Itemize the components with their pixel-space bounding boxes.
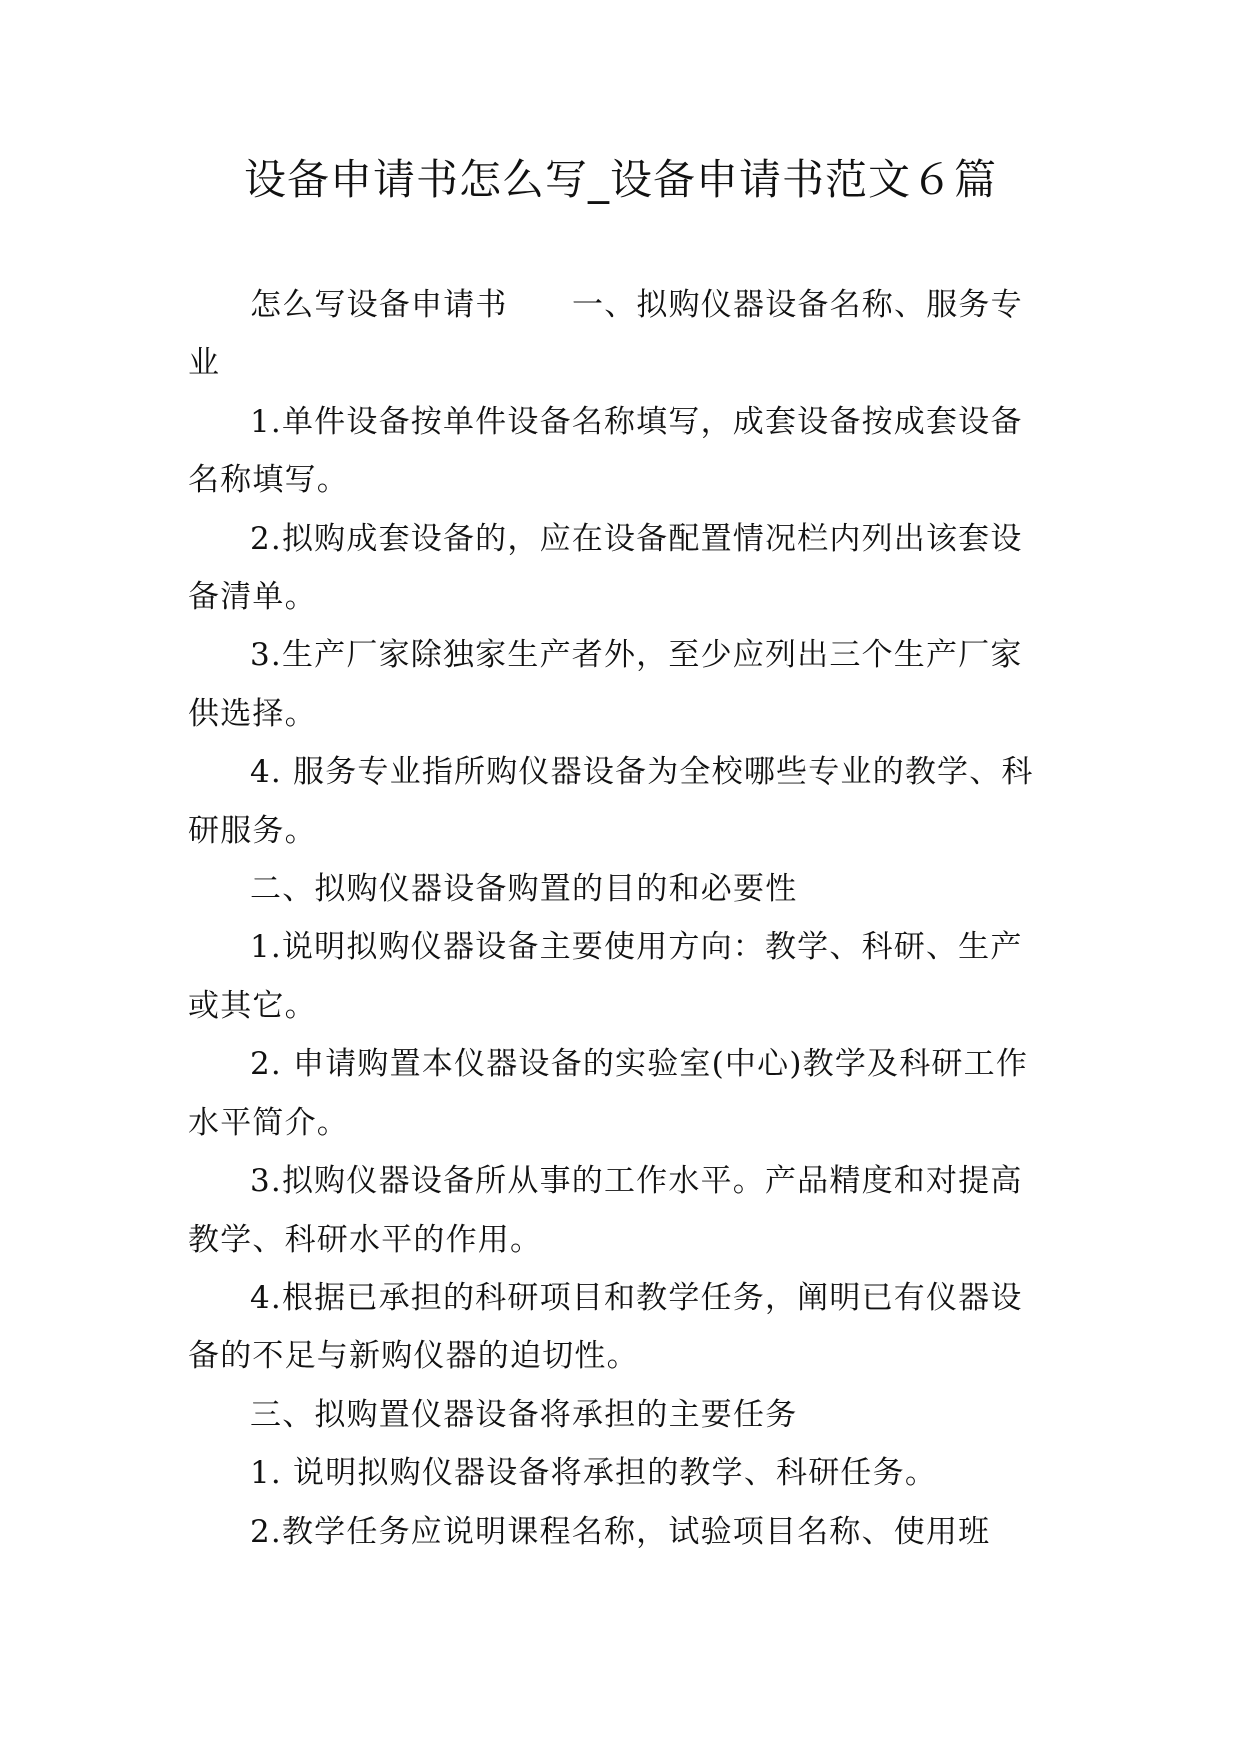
paragraph-item-2-1: 1.说明拟购仪器设备主要使用方向：教学、科研、生产或其它。 xyxy=(188,929,1023,1024)
document-body xyxy=(188,276,1054,1561)
paragraph-item-1-2: 2.拟购成套设备的，应在设备配置情况栏内列出该套设备清单。 xyxy=(188,520,1023,616)
section-heading-3: 三、拟购置仪器设备将承担的主要任务 xyxy=(250,1396,798,1433)
section-heading-2: 二、拟购仪器设备购置的目的和必要性 xyxy=(250,871,798,908)
paragraph-item-1-3: 3.生产厂家除独家生产者外，至少应列出三个生产厂家供选择。 xyxy=(188,637,1023,732)
paragraph-intro: 怎么写设备申请书 一、拟购仪器设备名称、服务专业 xyxy=(188,287,1023,382)
paragraph-item-2-2: 2. 申请购置本仪器设备的实验室(中心)教学及科研工作水平简介。 xyxy=(188,1046,1029,1141)
paragraph-item-2-3: 3.拟购仪器设备所从事的工作水平。产品精度和对提高教学、科研水平的作用。 xyxy=(188,1163,1023,1258)
paragraph-item-3-1: 1. 说明拟购仪器设备将承担的教学、科研任务。 xyxy=(250,1455,938,1492)
paragraph-item-3-2: 2.教学任务应说明课程名称，试验项目名称、使用班 xyxy=(250,1513,991,1550)
paragraph-item-2-4: 4.根据已承担的科研项目和教学任务，阐明已有仪器设备的不足与新购仪器的迫切性。 xyxy=(188,1279,1023,1375)
paragraph-item-1-1: 1.单件设备按单件设备名称填写，成套设备按成套设备名称填写。 xyxy=(188,403,1023,499)
document-title: 设备申请书怎么写_设备申请书范文６篇 xyxy=(243,155,997,204)
paragraph-item-1-4: 4. 服务专业指所购仪器设备为全校哪些专业的教学、科研服务。 xyxy=(188,754,1034,849)
